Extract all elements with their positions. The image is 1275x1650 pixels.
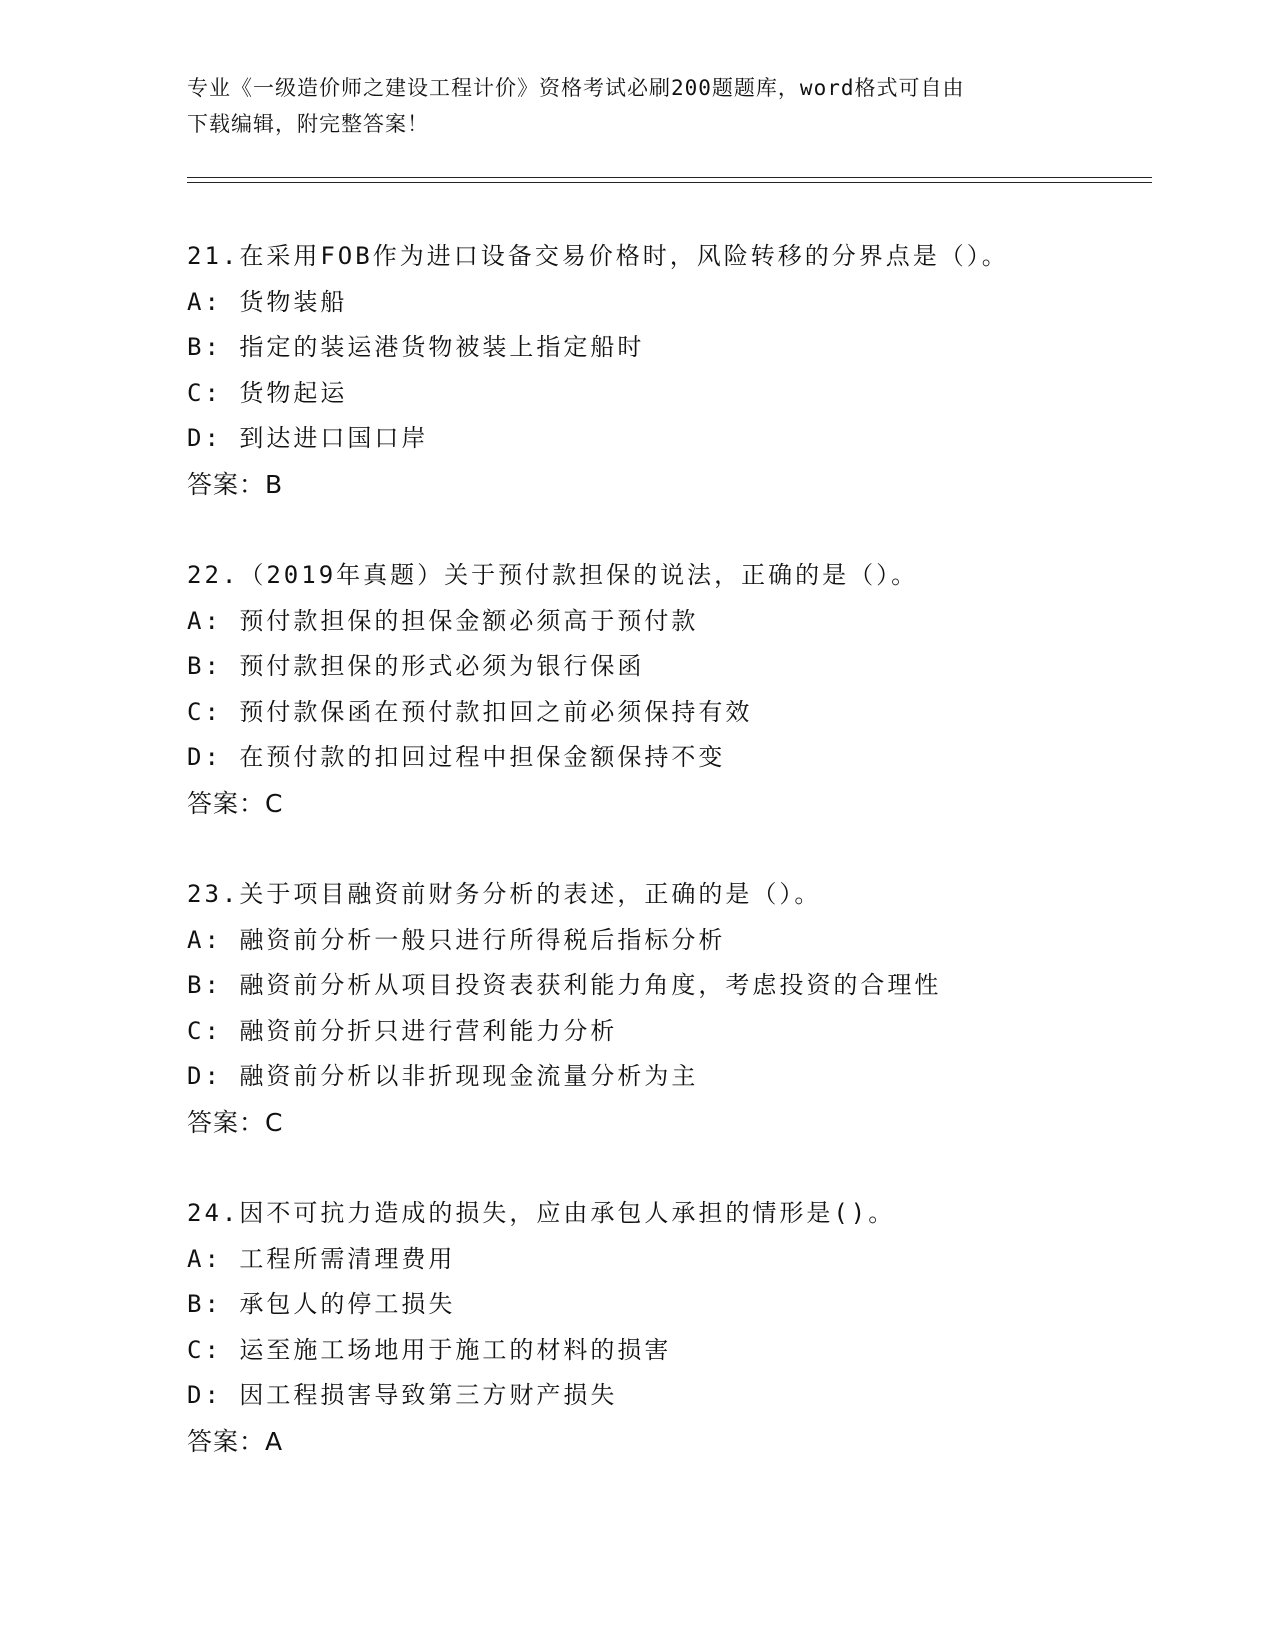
option-d: D: 到达进口国口岸 (187, 424, 429, 452)
option-b: B: 融资前分析从项目投资表获利能力角度，考虑投资的合理性 (187, 971, 942, 999)
header-line-1: 专业《一级造价师之建设工程计价》资格考试必刷200题题库，word格式可自由 (187, 76, 965, 100)
question-stem: 23.关于项目融资前财务分析的表述，正确的是（）。 (187, 880, 822, 908)
option-c: C: 融资前分折只进行营利能力分析 (187, 1016, 618, 1045)
question-22 (187, 553, 1167, 826)
document-header (187, 70, 1067, 142)
option-c: C: 货物起运 (187, 378, 348, 407)
option-b: B: 预付款担保的形式必须为银行保函 (187, 652, 645, 680)
option-c: C: 运至施工场地用于施工的材料的损害 (187, 1335, 672, 1364)
option-b: B: 指定的装运港货物被装上指定船时 (187, 333, 645, 361)
option-d: D: 融资前分析以非折现现金流量分析为主 (187, 1062, 699, 1090)
header-divider-bottom (187, 182, 1152, 183)
question-23 (187, 872, 1167, 1145)
question-stem: 21.在采用FOB作为进口设备交易价格时，风险转移的分界点是（）。 (187, 242, 1009, 270)
option-d: D: 因工程损害导致第三方财产损失 (187, 1381, 618, 1409)
question-stem: 24.因不可抗力造成的损失，应由承包人承担的情形是()。 (187, 1199, 896, 1227)
question-21 (187, 234, 1167, 507)
option-a: A: 工程所需清理费用 (187, 1244, 456, 1273)
option-a: A: 融资前分析一般只进行所得税后指标分析 (187, 925, 726, 954)
header-line-2: 下载编辑，附完整答案！ (187, 112, 429, 136)
answer-line: 答案：B (187, 469, 284, 499)
option-b: B: 承包人的停工损失 (187, 1290, 456, 1318)
answer-line: 答案：C (187, 1107, 284, 1137)
option-c: C: 预付款保函在预付款扣回之前必须保持有效 (187, 697, 753, 726)
option-d: D: 在预付款的扣回过程中担保金额保持不变 (187, 743, 726, 771)
header-divider-top (187, 177, 1152, 178)
question-stem: 22.（2019年真题）关于预付款担保的说法，正确的是（）。 (187, 561, 919, 589)
answer-line: 答案：A (187, 1426, 284, 1456)
option-a: A: 预付款担保的担保金额必须高于预付款 (187, 606, 699, 635)
answer-line: 答案：C (187, 788, 284, 818)
option-a: A: 货物装船 (187, 287, 348, 316)
question-24 (187, 1191, 1167, 1464)
